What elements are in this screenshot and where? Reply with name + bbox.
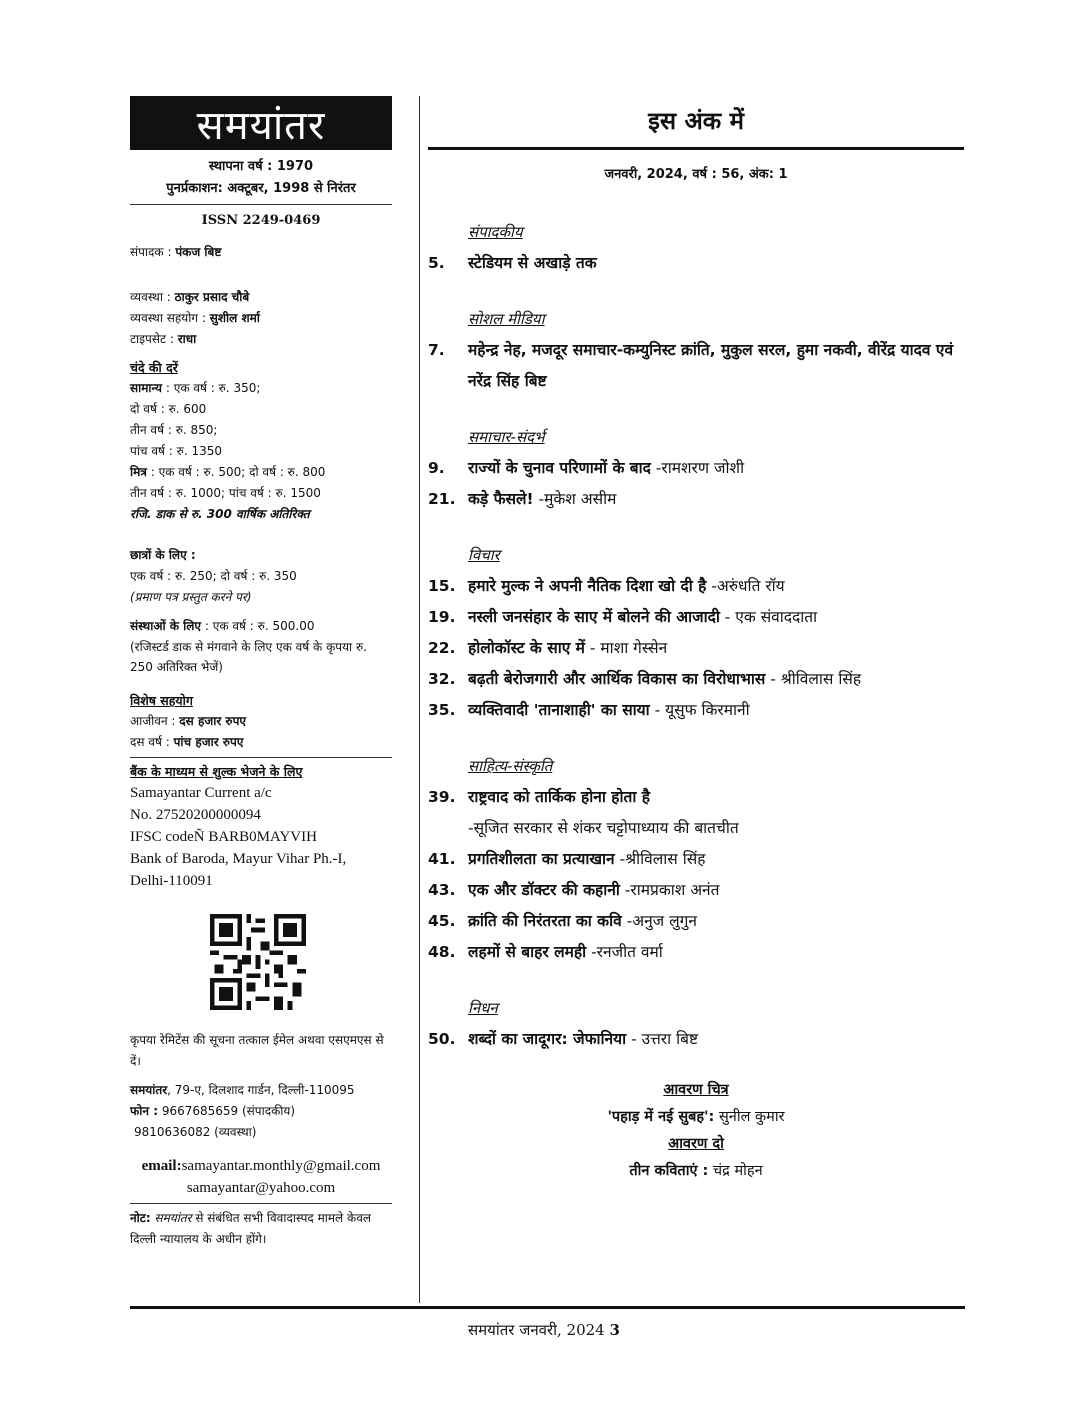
cover-line: 'पहाड़ में नई सुबह': सुनील कुमार — [607, 1109, 785, 1125]
page-ref: 35. — [428, 701, 456, 719]
article-title: प्रगतिशीलता का प्रत्याखान — [468, 850, 615, 868]
rate-line: दो वर्ष : रु. 600 — [130, 402, 207, 416]
toc-item[interactable] — [428, 602, 964, 633]
remittance-note: कृपया रेमिटेंस की सूचना तत्काल ईमेल अथवा एसएमएस से दें। — [130, 1033, 384, 1068]
toc-item[interactable] — [428, 844, 964, 875]
item-text — [468, 875, 720, 906]
item-text — [468, 571, 785, 602]
column-divider — [419, 96, 420, 1303]
item-text — [468, 248, 597, 279]
students-rate: एक वर्ष : रु. 250; दो वर्ष : रु. 350 — [130, 569, 297, 583]
article-title: एक और डॉक्टर की कहानी — [468, 881, 620, 899]
toc-section — [428, 998, 964, 1055]
contents-heading: इस अंक में — [428, 96, 964, 150]
toc-item[interactable] — [428, 571, 964, 602]
toc-item[interactable] — [428, 906, 964, 937]
rate-line: तीन वर्ष : रु. 850; — [130, 423, 218, 437]
rates-heading: चंदे की दरें — [130, 360, 178, 375]
footer-magazine: समयांतर जनवरी, 2024 — [468, 1321, 605, 1339]
article-subtitle: -सूजित सरकार से शंकर चट्टोपाध्याय की बातचीत — [468, 819, 739, 837]
item-text — [468, 602, 817, 633]
page-ref: 15. — [428, 577, 456, 595]
section-heading: साहित्य-संस्कृति — [468, 757, 553, 775]
toc-section — [428, 756, 964, 968]
article-title: व्यक्तिवादी 'तानाशाही' का साया — [468, 701, 650, 719]
issn: ISSN 2249-0469 — [201, 213, 321, 228]
article-title: कड़े फैसले! — [468, 490, 534, 508]
editor-line: संपादक : पंकज बिष्ट — [130, 245, 222, 259]
page-ref: 9. — [428, 459, 445, 477]
cover-heading: आवरण चित्र — [663, 1082, 729, 1098]
typeset-line: टाइपसेट : राधा — [130, 332, 197, 346]
divider — [130, 757, 392, 758]
bank-details — [130, 782, 392, 892]
toc-section — [428, 309, 964, 397]
article-title: राष्ट्रवाद को तार्किक होना होता है — [468, 788, 651, 806]
toc-section — [428, 222, 964, 279]
phone-line: फोन : 9667685659 (संपादकीय) — [130, 1104, 296, 1118]
article-title: क्रांति की निरंतरता का कवि — [468, 912, 622, 930]
section-heading: सोशल मीडिया — [468, 310, 545, 328]
item-text — [468, 782, 739, 844]
page-number: 3 — [609, 1321, 620, 1339]
article-author: - श्रीविलास सिंह — [765, 670, 862, 688]
cover2-line: तीन कविताएं : चंद्र मोहन — [629, 1163, 763, 1179]
section-heading: संपादकीय — [468, 223, 523, 241]
founded-info — [130, 156, 392, 200]
toc-item[interactable] — [428, 664, 964, 695]
toc-item[interactable] — [428, 453, 964, 484]
cover2-heading: आवरण दो — [668, 1136, 724, 1152]
article-author: -रामप्रकाश अनंत — [619, 881, 720, 899]
students-heading: छात्रों के लिए : — [130, 548, 196, 562]
institutions-line: संस्थाओं के लिए : एक वर्ष : रु. 500.00 — [130, 619, 315, 633]
special-life: आजीवन : दस हजार रुपए — [130, 714, 247, 728]
page-ref: 39. — [428, 788, 456, 806]
article-author: -मुकेश असीम — [533, 490, 617, 508]
rate-line: सामान्य : एक वर्ष : रु. 350; — [130, 381, 261, 395]
article-title: महेन्द्र नेह, मजदूर समाचार-कम्युनिस्ट क्रांति, मुकुल सरल, हुमा नकवी, वीरेंद्र यादव एवं नरेंद्र सिंह बिष्ट — [468, 341, 954, 390]
article-author: -अनुज लुगुन — [621, 912, 697, 930]
page-ref: 45. — [428, 912, 456, 930]
article-author: -अरुंधति रॉय — [706, 577, 785, 595]
toc-item[interactable] — [428, 937, 964, 968]
page-ref: 50. — [428, 1030, 456, 1048]
article-title: हमारे मुल्क ने अपनी नैतिक दिशा खो दी है — [468, 577, 707, 595]
item-text — [468, 906, 697, 937]
section-heading: निधन — [468, 999, 498, 1017]
item-text — [468, 937, 663, 968]
item-text — [468, 335, 964, 397]
section-heading: विचार — [468, 546, 500, 564]
address: समयांतर, 79-ए, दिलशाद गार्डन, दिल्ली-110095 — [130, 1083, 355, 1097]
email-link-2[interactable]: samayantar@yahoo.com — [186, 1180, 336, 1196]
article-title: होलोकॉस्ट के साए में — [468, 639, 585, 657]
article-title: स्टेडियम से अखाड़े तक — [468, 254, 597, 272]
toc-item[interactable] — [428, 875, 964, 906]
article-title: लहमों से बाहर लमही — [468, 943, 587, 961]
assistant-line: व्यवस्था सहयोग : सुशील शर्मा — [130, 311, 260, 325]
article-author: -रनजीत वर्मा — [586, 943, 663, 961]
item-text — [468, 844, 705, 875]
manager-line: व्यवस्था : ठाकुर प्रसाद चौबे — [130, 290, 250, 304]
section-heading: समाचार-संदर्भ — [468, 428, 545, 446]
institutions-note: (रजिस्टर्ड डाक से मंगवाने के लिए एक वर्ष के कृपया रु. 250 अतिरिक्त भेजें) — [130, 640, 367, 674]
article-title: बढ़ती बेरोजगारी और आर्थिक विकास का विरोधाभास — [468, 670, 766, 688]
contents-column — [428, 96, 964, 1185]
rates-list — [130, 378, 392, 504]
toc-section — [428, 545, 964, 726]
qr-code-icon — [210, 914, 306, 1010]
email-line: email:samayantar.monthly@gmail.com — [141, 1158, 381, 1174]
bank-line: Delhi-110091 — [130, 873, 213, 889]
page-ref: 32. — [428, 670, 456, 688]
item-text — [468, 484, 616, 515]
founded-year: स्थापना वर्ष : 1970 — [208, 159, 314, 174]
article-author: - एक संवाददाता — [719, 608, 818, 626]
page-ref: 43. — [428, 881, 456, 899]
article-author: -रामशरण जोशी — [650, 459, 745, 477]
item-text — [468, 695, 750, 726]
item-text — [468, 1024, 698, 1055]
magazine-logo: समयांतर — [130, 96, 392, 150]
bank-line: No. 27520200000094 — [130, 807, 261, 823]
article-title: राज्यों के चुनाव परिणामों के बाद — [468, 459, 651, 477]
toc-section — [428, 427, 964, 515]
bank-line: Bank of Baroda, Mayur Vihar Ph.-I, — [130, 851, 347, 867]
republished-info: पुनर्प्रकाशन: अक्टूबर, 1998 से निरंतर — [166, 181, 356, 196]
rates-note: रजि. डाक से रु. 300 वार्षिक अतिरिक्त — [130, 507, 310, 521]
page-ref: 22. — [428, 639, 456, 657]
page-ref: 5. — [428, 254, 445, 272]
article-author: - माशा गेस्सेन — [584, 639, 668, 657]
article-title: नस्ली जनसंहार के साए में बोलने की आजादी — [468, 608, 720, 626]
table-of-contents — [428, 222, 964, 1055]
rate-line: तीन वर्ष : रु. 1000; पांच वर्ष : रु. 1500 — [130, 486, 321, 500]
toc-item[interactable] — [428, 248, 964, 279]
email-link-1[interactable]: samayantar.monthly@gmail.com — [181, 1158, 381, 1174]
toc-item[interactable] — [428, 782, 964, 844]
divider — [130, 1203, 392, 1204]
special-heading: विशेष सहयोग — [130, 693, 193, 708]
article-author: - उत्तरा बिष्ट — [626, 1030, 699, 1048]
issue-info: जनवरी, 2024, वर्ष : 56, अंक: 1 — [604, 167, 788, 182]
toc-item[interactable] — [428, 484, 964, 515]
left-column — [130, 96, 392, 1250]
jurisdiction-note: नोट: समयांतर से संबंधित सभी विवादास्पद मामले केवल दिल्ली न्यायालय के अधीन होंगे। — [130, 1211, 372, 1246]
special-ten: दस वर्ष : पांच हजार रुपए — [130, 735, 244, 749]
bank-line: Samayantar Current a/c — [130, 785, 272, 801]
item-text — [468, 453, 744, 484]
page-ref: 21. — [428, 490, 456, 508]
article-title: शब्दों का जादूगर: जेफानिया — [468, 1030, 627, 1048]
rate-line: पांच वर्ष : रु. 1350 — [130, 444, 222, 458]
toc-item[interactable] — [428, 695, 964, 726]
cover-credits — [428, 1077, 964, 1185]
item-text — [468, 664, 861, 695]
toc-item[interactable] — [428, 1024, 964, 1055]
toc-item[interactable] — [428, 633, 964, 664]
article-author: -श्रीविलास सिंह — [614, 850, 706, 868]
rate-line: मित्र : एक वर्ष : रु. 500; दो वर्ष : रु. 800 — [130, 465, 326, 479]
bank-line: IFSC codeÑ BARB0MAYVIH — [130, 829, 317, 845]
students-note: (प्रमाण पत्र प्रस्तुत करने पर) — [130, 590, 252, 604]
bottom-rule — [130, 1306, 965, 1309]
page-ref: 19. — [428, 608, 456, 626]
page-ref: 48. — [428, 943, 456, 961]
bank-heading: बैंक के माध्यम से शुल्क भेजने के लिए — [130, 764, 303, 779]
toc-item[interactable] — [428, 335, 964, 397]
article-author: - यूसुफ किरमानी — [649, 701, 750, 719]
page-footer — [0, 1320, 1088, 1340]
item-text — [468, 633, 667, 664]
divider — [130, 204, 392, 205]
phone-line-2: 9810636082 (व्यवस्था) — [134, 1125, 257, 1139]
page-ref: 41. — [428, 850, 456, 868]
page-ref: 7. — [428, 341, 445, 359]
